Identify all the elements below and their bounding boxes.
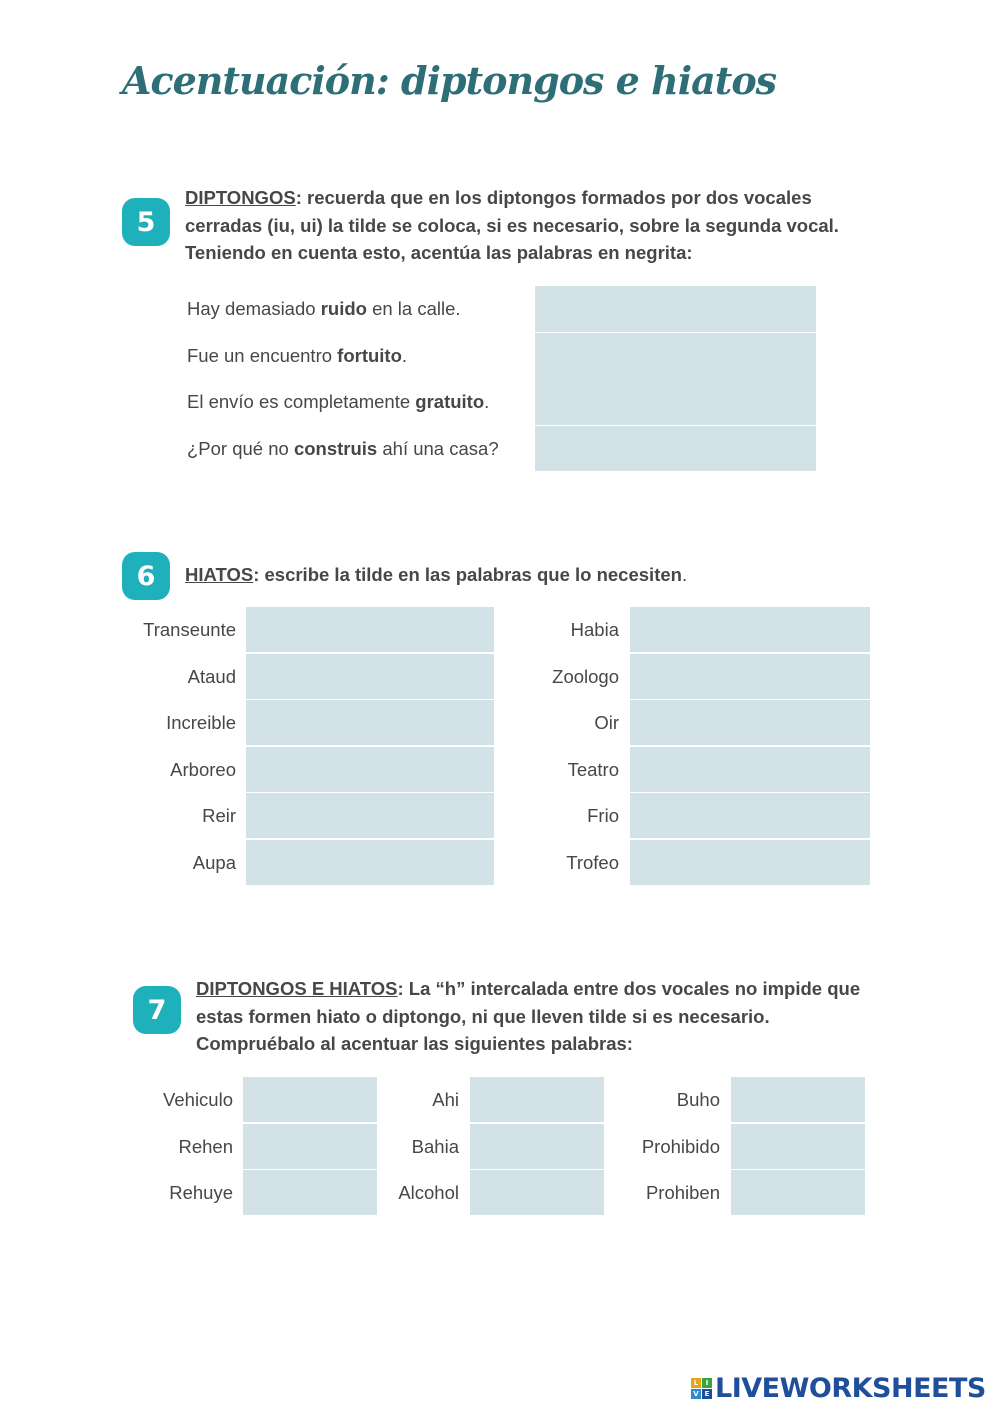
- word-label: Prohibido: [641, 1135, 720, 1157]
- answer-box[interactable]: [246, 793, 494, 838]
- logo-text: LIVEWORKSHEETS: [715, 1372, 986, 1404]
- answer-box[interactable]: [630, 747, 870, 792]
- answer-box[interactable]: [470, 1077, 604, 1122]
- word-label: Rehen: [178, 1135, 233, 1157]
- word-label: Alcohol: [398, 1182, 459, 1204]
- hiato-word-label: Oir: [594, 712, 619, 734]
- sentence-target-word: ruido: [320, 298, 367, 319]
- word-label: Ahi: [432, 1089, 459, 1110]
- exercise-5-line3: Teniendo en cuenta esto, acentúa las palabras en negrita:: [185, 242, 693, 263]
- exercise-5-keyword: DIPTONGOS: [185, 187, 296, 208]
- exercise-7-line1: : La “h” intercalada entre dos vocales no impide que: [397, 978, 861, 999]
- sentence-text: ¿Por qué no: [187, 438, 294, 459]
- sentence-text: Fue un encuentro: [187, 345, 338, 366]
- sentence-text: El envío es completamente: [187, 391, 416, 412]
- logo-icon: [691, 1378, 712, 1399]
- hiato-word-label: Reir: [202, 805, 236, 827]
- answer-box[interactable]: [731, 1170, 865, 1215]
- sentence-target-word: construis: [293, 438, 378, 459]
- answer-box[interactable]: [246, 607, 494, 652]
- hiato-word-label: Frio: [587, 805, 619, 827]
- exercise-5-line2: cerradas (iu, ui) la tilde se coloca, si es necesario, sobre la segunda vocal.: [185, 214, 839, 236]
- hiato-word-label: Trofeo: [566, 852, 619, 873]
- exercise-7-line2: estas formen hiato o diptongo, ni que lleven tilde si es necesario.: [196, 1005, 770, 1027]
- sentence-target-word: gratuito: [415, 391, 485, 412]
- answer-box[interactable]: [246, 747, 494, 792]
- exercise-6-text: : escribe la tilde en las palabras que lo necesiten: [253, 564, 682, 585]
- page-title: Acentuación: diptongos e hiatos: [122, 58, 777, 103]
- word-label: Buho: [676, 1089, 720, 1110]
- hiato-word-label: Arboreo: [170, 758, 236, 780]
- sentence-text: .: [484, 391, 490, 412]
- exercise-6-period: .: [681, 564, 688, 585]
- answer-box[interactable]: [470, 1170, 604, 1215]
- exercise-7-line3: Compruébalo al acentuar las siguientes palabras:: [196, 1033, 633, 1054]
- exercise-7-instructions: [196, 975, 896, 1058]
- hiato-word-label: Habia: [570, 619, 619, 640]
- sentence-target-word: fortuito: [337, 345, 402, 366]
- exercise-6-instructions: [185, 561, 885, 589]
- word-label: Bahia: [411, 1135, 459, 1157]
- hiato-word-label: Transeunte: [143, 619, 236, 640]
- exercise-5-sentence: [187, 333, 407, 379]
- answer-box[interactable]: [535, 286, 816, 332]
- logo-letter-v: V: [691, 1389, 701, 1399]
- logo-letter-e: E: [702, 1389, 712, 1399]
- answer-box[interactable]: [630, 654, 870, 699]
- hiato-word-label: Zoologo: [552, 665, 619, 687]
- answer-box[interactable]: [246, 840, 494, 885]
- answer-box[interactable]: [630, 793, 870, 838]
- sentence-text: .: [401, 345, 408, 366]
- answer-box[interactable]: [630, 700, 870, 745]
- exercise-5-sentence: [187, 286, 461, 332]
- liveworksheets-logo: [691, 1372, 986, 1404]
- exercise-6-badge: 6: [122, 552, 170, 600]
- hiato-word-label: Increible: [166, 712, 236, 734]
- answer-box[interactable]: [535, 426, 816, 471]
- word-label: Rehuye: [169, 1182, 233, 1204]
- sentence-text: Hay demasiado: [187, 298, 321, 319]
- exercise-5-sentence: [187, 426, 499, 472]
- word-label: Vehiculo: [163, 1089, 233, 1110]
- exercise-5-line1: : recuerda que en los diptongos formados por dos vocales: [295, 187, 812, 208]
- hiato-word-label: Teatro: [567, 758, 619, 780]
- answer-box[interactable]: [535, 333, 816, 379]
- logo-letter-l: L: [691, 1378, 701, 1388]
- exercise-5-instructions: [185, 184, 885, 267]
- sentence-text: en la calle.: [366, 298, 461, 319]
- exercise-7-keyword: DIPTONGOS E HIATOS: [196, 978, 398, 999]
- word-label: Prohiben: [645, 1182, 720, 1204]
- answer-box[interactable]: [535, 379, 816, 425]
- exercise-6-keyword: HIATOS: [185, 564, 254, 585]
- exercise-5-sentence: [187, 379, 489, 425]
- answer-box[interactable]: [246, 700, 494, 745]
- answer-box[interactable]: [630, 607, 870, 652]
- hiato-word-label: Ataud: [187, 665, 236, 687]
- answer-box[interactable]: [470, 1124, 604, 1169]
- exercise-7-badge: 7: [133, 986, 181, 1034]
- sentence-text: ahí una casa?: [377, 438, 499, 459]
- answer-box[interactable]: [731, 1124, 865, 1169]
- answer-box[interactable]: [246, 654, 494, 699]
- answer-box[interactable]: [630, 840, 870, 885]
- exercise-5-badge: 5: [122, 198, 170, 246]
- hiato-word-label: Aupa: [192, 852, 236, 873]
- logo-letter-i: I: [702, 1378, 712, 1388]
- answer-box[interactable]: [731, 1077, 865, 1122]
